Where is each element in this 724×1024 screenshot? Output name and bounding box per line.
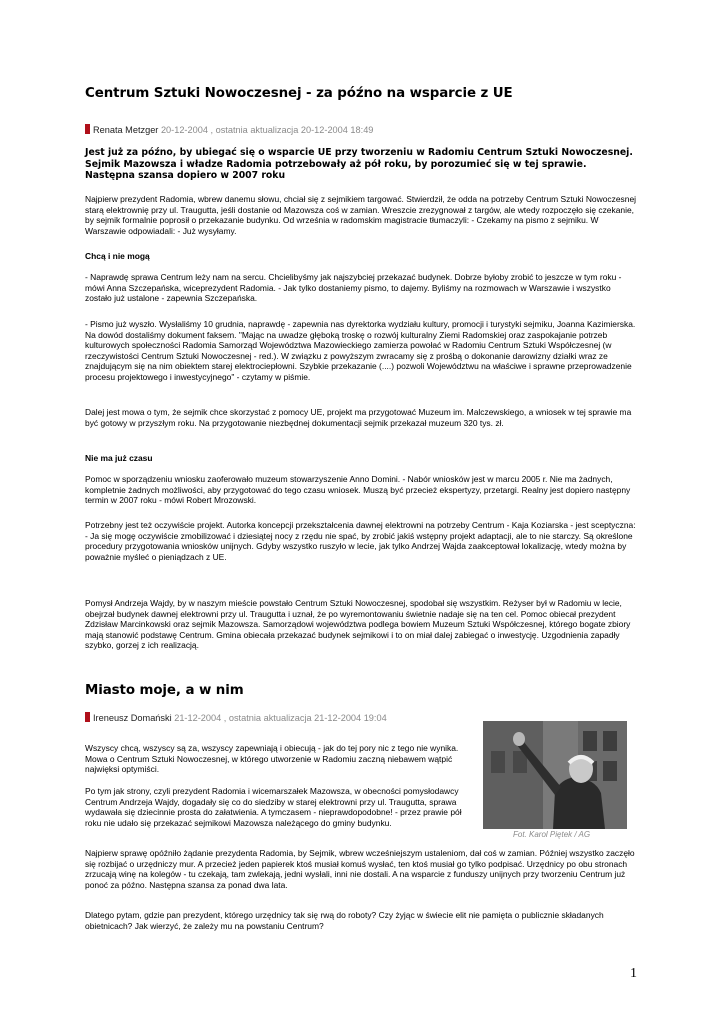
byline-marker	[85, 124, 90, 134]
article-lead: Jest już za późno, by ubiegać się o wsparcie UE przy tworzeniu w Radomiu Centrum Sztuki Nowoczesnej. Sejmik Mazowsza i władze Radomia potrzebowały aż pół roku, by porozumieć się w tej sprawie. Następna szansa dopiero w 2007 roku	[85, 147, 633, 182]
article-byline	[85, 712, 387, 723]
section-heading: Chcą i nie mogą	[85, 251, 150, 261]
paragraph: - Naprawdę sprawa Centrum leży nam na sercu. Chcielibyśmy jak najszybciej przekazać budynek. Dobrze byłoby zrobić to jeszcze w tym roku - mówi Anna Szczepańska, wiceprezydent Radomia. - Jak tylko dostaniemy pismo, to dajemy. Byliśmy na rozmowach w Warszawie i wszystko zostało już ustalone - zapewnia Szczepańska.	[85, 272, 622, 304]
paragraph: Wszyscy chcą, wszyscy są za, wszyscy zapewniają i obiecują - jak do tej pory nic z tego nie wynika. Mowa o Centrum Sztuki Nowoczesnej, w którego utworzenie w Radomiu zaczną niebawem wątpić najwięksi optymiści.	[85, 743, 459, 775]
paragraph: Potrzebny jest też oczywiście projekt. Autorka koncepcji przekształcenia dawnej elektrowni na potrzeby Centrum - Kaja Koziarska - jest sceptyczna: - Ja się mogę oczywiście zmobilizować i dziesiątej nocy z rzędu nie spać, by zrobić jakiś wstępny projekt adaptacji, ale to nie starczy. Są określone procedury przygotowania wniosków unijnych. Gdyby wszystko ruszyło w lecie, jak tylko Andrzej Wajda zaakceptował lokalizację, wtedy można by poważnie myśleć o pieniądzach z UE.	[85, 520, 636, 562]
paragraph: Najpierw sprawę opóźniło żądanie prezydenta Radomia, by Sejmik, wbrew wcześniejszym ustaleniom, dał coś w zamian. Później wszystko zaczęło się rozbijać o urzędniczy mur. A przecież jeden papierek ktoś musiał komuś wysłać, ten ktoś musiał go tylko podpisać. Urzędnicy po obu stronach zrzucają winę na kolegów - tu czekają, tam zwlekają, jedni wysłali, inni nie dostali. A na wsparcie z funduszy unijnych przy tworzeniu Centrum już ponoć za późno. Następna szansa za ponad dwa lata.	[85, 848, 635, 890]
publication-date: 20-12-2004 , ostatnia aktualizacja 20-12-2004 18:49	[160, 125, 374, 135]
author-name: Ireneusz Domański	[93, 713, 172, 723]
section-heading: Nie ma już czasu	[85, 453, 153, 463]
article-title: Miasto moje, a w nim	[85, 683, 244, 698]
article-byline	[85, 124, 373, 135]
page-number: 1	[630, 966, 637, 981]
byline-marker	[85, 712, 90, 722]
publication-date: 21-12-2004 , ostatnia aktualizacja 21-12-2004 19:04	[174, 713, 387, 723]
paragraph: Pomysł Andrzeja Wajdy, by w naszym mieście powstało Centrum Sztuki Nowoczesnej, spodobał się wszystkim. Reżyser był w Radomiu w lecie, obejrzał budynek dawnej elektrowni przy ul. Traugutta i uznał, że po wyremontowaniu świetnie nadaje się na ten cel. Pomoc obiecał prezydent Zdzisław Marcinkowski oraz sejmik Mazowsza. Samorządowi województwa podlega bowiem Muzeum Sztuki Współczesnej, którego bogate zbiory mają stanowić podstawę Centrum. Gmina obiecała przekazać budynek sejmikowi i to on miał dalej zabiegać o inwestycję. Uzgodnienia zapadły szybko, gorzej z ich realizacją.	[85, 598, 631, 651]
paragraph: Pomoc w sporządzeniu wniosku zaoferowało muzeum stowarzyszenie Anno Domini. - Nabór wniosków jest w marcu 2005 r. Nie ma żadnych, kompletnie żadnych możliwości, aby przygotować do tego czasu wniosek. Muszą być przecież ekspertyzy, przetargi. Realny jest dopiero następny termin w 2007 roku - mówi Robert Mrozowski.	[85, 474, 631, 506]
paragraph: Najpierw prezydent Radomia, wbrew danemu słowu, chciał się z sejmikiem targować. Stwierdził, że odda na potrzeby Centrum Sztuki Nowoczesnej starą elektrownię przy ul. Traugutta, jeśli dostanie od Mazowsza coś w zamian. Wreszcie zrezygnował z targów, ale wtedy rozpoczęło się czekanie, by sejmik formalnie poprosił o przekazanie budynku. Od września w radomskim magistracie tłumaczyli: - Czekamy na pismo z sejmiku. W Warszawie odpowiadali: - Już wysyłamy.	[85, 194, 637, 236]
paragraph: Po tym jak strony, czyli prezydent Radomia i wicemarszałek Mazowsza, w obecności pomysłodawcy Centrum Andrzeja Wajdy, dogadały się co do siedziby w starej elektrowni przy ul. Traugutta, sprawa wydawała się dziecinnie prosta do załatwienia. A tymczasem - nieprawdopodobne! - przez prawie pół roku nie udało się przekazać sejmikowi Mazowsza należącego do gminy budynku.	[85, 786, 462, 828]
photo-illustration	[483, 721, 627, 829]
photo-caption: Fot. Karol Piętek / AG	[513, 830, 591, 839]
paragraph: - Pismo już wyszło. Wysłaliśmy 10 grudnia, naprawdę - zapewnia nas dyrektorka wydziału kultury, promocji i turystyki sejmiku, Joanna Kazimierska. Na dowód dostaliśmy dokument faksem. "Mając na uwadze głęboką troskę o rozwój kulturalny Ziemi Radomskiej oraz zaspokajanie potrzeb kulturowych społeczności Radomia Samorząd Województwa Mazowieckiego zamierza powołać w Radomiu Centrum Sztuki Współczesnej (w rzeczywistości Centrum Sztuki Nowoczesnej - red.). W związku z powyższym zwracamy się z prośbą o dokonanie darowizny działki wraz ze znajdującym się na nim obiektem starej elektrociepłowni. Szybkie przekazanie (....) pozwoli Województwu na właściwe i sprawne przeprowadzenie procesu projektowego i inwestycyjnego" - czytamy w piśmie.	[85, 319, 636, 382]
article-title: Centrum Sztuki Nowoczesnej - za późno na wsparcie z UE	[85, 86, 513, 101]
paragraph: Dalej jest mowa o tym, że sejmik chce skorzystać z pomocy UE, projekt ma przygotować Muzeum im. Malczewskiego, a wniosek w tej sprawie ma być gotowy w przyszłym roku. Na przygotowanie niezbędnej dokumentacji sejmik przekazał muzeum 320 tys. zł.	[85, 407, 632, 428]
article-photo	[483, 721, 627, 829]
paragraph: Dlatego pytam, gdzie pan prezydent, którego urzędnicy tak się rwą do roboty? Czy żyjąc w świecie elit nie pamięta o publicznie składanych obietnicach? Jak wierzyć, że zależy mu na powstaniu Centrum?	[85, 910, 604, 931]
author-name: Renata Metzger	[93, 125, 159, 135]
